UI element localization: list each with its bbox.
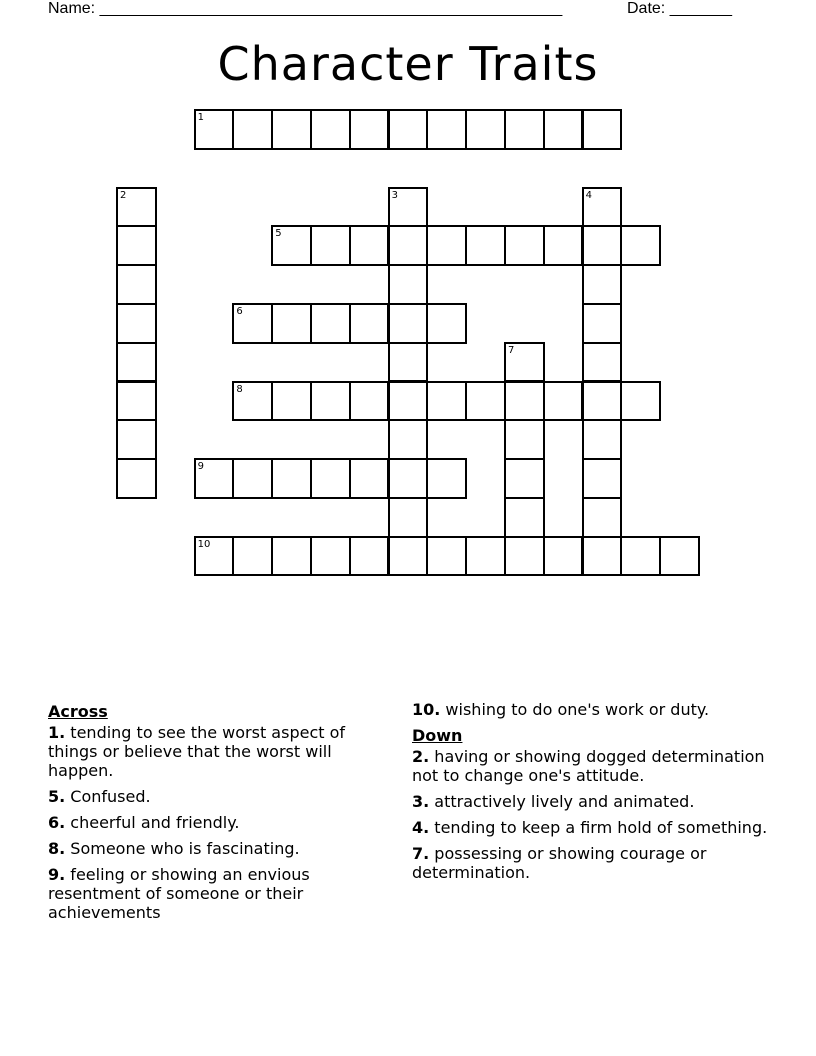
clue-number: 9.	[48, 865, 66, 884]
clue-across-6	[48, 813, 378, 832]
crossword-cell[interactable]	[349, 303, 390, 344]
crossword-cell[interactable]	[504, 225, 545, 266]
clue-text: possessing or showing courage or determination.	[412, 844, 707, 882]
crossword-cell[interactable]	[232, 109, 273, 150]
clue-down-2	[412, 747, 772, 785]
crossword-cell[interactable]	[349, 225, 390, 266]
crossword-cell[interactable]	[388, 536, 429, 577]
clue-number: 2.	[412, 747, 430, 766]
cell-number: 8	[236, 383, 243, 395]
crossword-cell[interactable]	[388, 342, 429, 383]
crossword-cell[interactable]	[194, 458, 235, 499]
crossword-cell[interactable]	[465, 109, 506, 150]
crossword-cell[interactable]	[582, 109, 623, 150]
crossword-cell[interactable]	[349, 458, 390, 499]
clue-text: wishing to do one's work or duty.	[440, 700, 710, 719]
down-heading: Down	[412, 726, 463, 745]
crossword-cell[interactable]	[271, 458, 312, 499]
cell-number: 6	[236, 306, 243, 317]
crossword-cell[interactable]	[194, 536, 235, 577]
clue-number: 1.	[48, 723, 66, 742]
crossword-cell[interactable]	[271, 381, 312, 422]
crossword-cell[interactable]	[582, 225, 623, 266]
clue-across-8	[48, 839, 378, 858]
crossword-cell[interactable]	[582, 303, 623, 344]
crossword-cell[interactable]	[310, 225, 351, 266]
crossword-cell[interactable]	[543, 536, 584, 577]
crossword-cell[interactable]	[310, 381, 351, 422]
crossword-cell[interactable]	[582, 381, 623, 422]
crossword-cell[interactable]	[116, 458, 157, 499]
crossword-cell[interactable]	[116, 225, 157, 266]
clue-number: 5.	[48, 787, 66, 806]
crossword-cell[interactable]	[504, 458, 545, 499]
crossword-cell[interactable]	[349, 536, 390, 577]
crossword-cell[interactable]	[582, 536, 623, 577]
clue-down-3	[412, 792, 772, 811]
crossword-cell[interactable]	[426, 458, 467, 499]
crossword-cell[interactable]	[543, 225, 584, 266]
crossword-cell[interactable]	[582, 187, 623, 228]
crossword-cell[interactable]	[426, 109, 467, 150]
crossword-cell[interactable]	[504, 109, 545, 150]
crossword-cell[interactable]	[271, 536, 312, 577]
clue-number: 3.	[412, 792, 430, 811]
crossword-cell[interactable]	[388, 419, 429, 460]
clue-text: tending to see the worst aspect of things or believe that the worst will happen.	[48, 723, 346, 780]
cell-number: 9	[197, 461, 204, 473]
cell-number: 4	[585, 189, 592, 201]
crossword-cell[interactable]	[426, 303, 467, 344]
clue-text: having or showing dogged determination not to change one's attitude.	[412, 747, 765, 785]
crossword-cell[interactable]	[388, 497, 429, 538]
clue-number: 8.	[48, 839, 66, 858]
crossword-cell[interactable]	[504, 419, 545, 460]
crossword-cell[interactable]	[465, 381, 506, 422]
crossword-cell[interactable]	[620, 225, 661, 266]
clue-text: tending to keep a firm hold of something.	[429, 818, 768, 837]
crossword-cell[interactable]	[582, 419, 623, 460]
crossword-cell[interactable]	[232, 458, 273, 499]
crossword-cell[interactable]	[232, 381, 273, 422]
clue-number: 10.	[412, 700, 441, 719]
crossword-cell[interactable]	[271, 109, 312, 150]
clue-number: 7.	[412, 844, 430, 863]
cell-number: 1	[197, 112, 204, 123]
crossword-cell[interactable]	[388, 225, 429, 266]
crossword-cell[interactable]	[582, 342, 623, 383]
crossword-cell[interactable]	[504, 536, 545, 577]
crossword-cell[interactable]	[659, 536, 700, 577]
cell-number: 5	[275, 228, 282, 240]
crossword-cell[interactable]	[582, 264, 623, 305]
crossword-cell[interactable]	[504, 381, 545, 422]
clue-text: Someone who is fascinating.	[65, 839, 300, 858]
crossword-cell[interactable]	[543, 381, 584, 422]
cell-number: 7	[508, 344, 515, 356]
crossword-cell[interactable]	[426, 381, 467, 422]
crossword-cell[interactable]	[232, 303, 273, 344]
across-heading: Across	[48, 702, 108, 721]
crossword-cell[interactable]	[426, 225, 467, 266]
clue-across-9	[48, 865, 378, 922]
page-title: Character Traits	[217, 37, 599, 91]
clue-down-4	[412, 818, 772, 837]
crossword-cell[interactable]	[116, 419, 157, 460]
clue-across-10	[412, 700, 772, 719]
crossword-cell[interactable]	[620, 536, 661, 577]
crossword-cell[interactable]	[116, 187, 157, 228]
crossword-cell[interactable]	[388, 458, 429, 499]
crossword-cell[interactable]	[465, 536, 506, 577]
crossword-cell[interactable]	[465, 225, 506, 266]
crossword-cell[interactable]	[310, 458, 351, 499]
crossword-cell[interactable]	[388, 109, 429, 150]
clue-number: 6.	[48, 813, 66, 832]
crossword-cell[interactable]	[310, 303, 351, 344]
crossword-cell[interactable]	[116, 264, 157, 305]
clue-text: Confused.	[65, 787, 151, 806]
name-field-label: Name: ____________________________________________________	[48, 0, 563, 17]
crossword-cell[interactable]	[271, 303, 312, 344]
crossword-cell[interactable]	[388, 303, 429, 344]
clue-across-5	[48, 787, 378, 806]
clues-left-column	[48, 700, 378, 929]
crossword-cell[interactable]	[310, 536, 351, 577]
crossword-cell[interactable]	[582, 497, 623, 538]
crossword-cell[interactable]	[504, 497, 545, 538]
crossword-cell[interactable]	[116, 381, 157, 422]
crossword-cell[interactable]	[310, 109, 351, 150]
crossword-cell[interactable]	[388, 187, 429, 228]
crossword-cell[interactable]	[582, 458, 623, 499]
crossword-cell[interactable]	[349, 381, 390, 422]
crossword-cell[interactable]	[116, 342, 157, 383]
crossword-cell[interactable]	[426, 536, 467, 577]
clues-right-column	[412, 700, 772, 889]
clue-text: feeling or showing an envious resentment of someone or their achievements	[48, 865, 310, 922]
crossword-cell[interactable]	[194, 109, 235, 150]
clue-across-1	[48, 723, 378, 780]
crossword-cell[interactable]	[271, 225, 312, 266]
crossword-cell[interactable]	[543, 109, 584, 150]
clue-text: attractively lively and animated.	[429, 792, 695, 811]
crossword-cell[interactable]	[388, 264, 429, 305]
crossword-cell[interactable]	[620, 381, 661, 422]
crossword-cell[interactable]	[388, 381, 429, 422]
cell-number: 3	[391, 189, 398, 201]
crossword-cell[interactable]	[232, 536, 273, 577]
clue-down-7	[412, 844, 772, 882]
clue-text: cheerful and friendly.	[65, 813, 240, 832]
crossword-cell[interactable]	[349, 109, 390, 150]
crossword-cell[interactable]	[504, 342, 545, 383]
cell-number: 2	[120, 189, 127, 201]
date-field-label: Date: _______	[627, 0, 732, 17]
cell-number: 10	[197, 538, 211, 550]
crossword-cell[interactable]	[116, 303, 157, 344]
clue-number: 4.	[412, 818, 430, 837]
